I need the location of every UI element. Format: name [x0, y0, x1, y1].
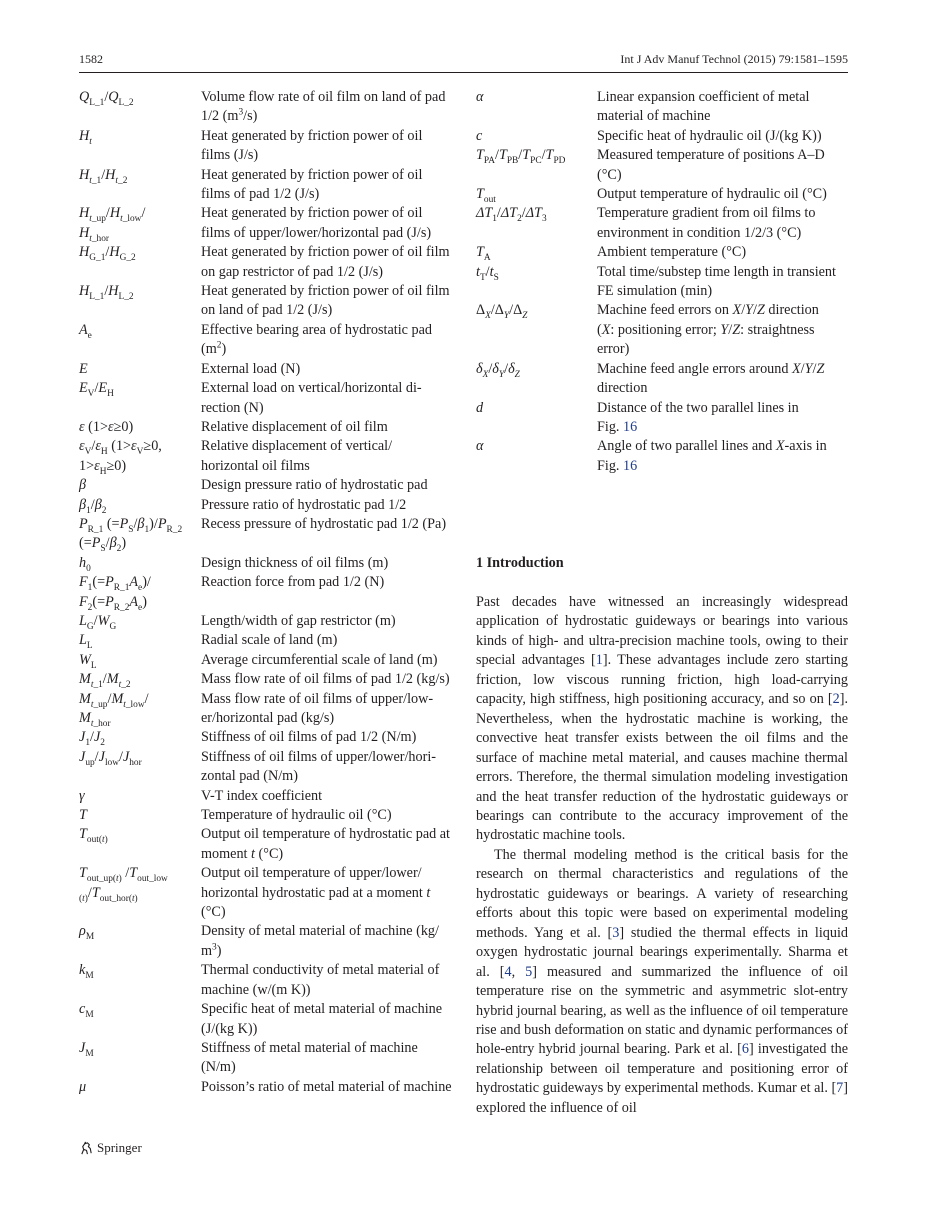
nomenclature-row [79, 437, 452, 476]
nomenclature-description: Recess pressure of hydrostatic pad 1/2 (Pa) [201, 515, 447, 532]
nomenclature-description: Mass flow rate of oil films of upper/low- er/horizontal pad (kg/s) [201, 690, 434, 726]
journal-reference: Int J Adv Manuf Technol (2015) 79:1581–1595 [620, 52, 848, 66]
nomenclature-row [79, 631, 452, 650]
nomenclature-description: Heat generated by friction power of oil films (J/s) [201, 127, 423, 164]
nomenclature-row [79, 728, 452, 747]
nomenclature-row [79, 88, 452, 127]
nomenclature-symbol: α [476, 89, 484, 105]
nomenclature-symbol: ε (1>ε≥0) [79, 418, 134, 435]
nomenclature-row [79, 554, 452, 573]
nomenclature-row [79, 690, 452, 729]
nomenclature-row [79, 379, 452, 418]
nomenclature-symbol: μ [79, 1078, 87, 1095]
nomenclature-row [79, 515, 452, 554]
nomenclature-row [79, 496, 452, 515]
nomenclature-symbol: $\varepsilon_V/\varepsilon_H$ ($1>\varepsilon_V\ge 0$, $1>\varepsilon_H\ge 0$) [79, 438, 162, 477]
nomenclature-description: Specific heat of hydraulic oil (J/(kg K)) [597, 127, 822, 144]
nomenclature-row [79, 166, 452, 205]
nomenclature-symbol: $H_{t\_up}/H_{t\_low}/$ $H_{t\_hor}$ [79, 205, 146, 244]
nomenclature-description: Output temperature of hydraulic oil (°C) [597, 186, 827, 203]
nomenclature-symbol: $H_{L\_1}/H_{L\_2}$ [79, 283, 134, 302]
nomenclature-description: Volume flow rate of oil film on land of pad 1/2 $(m^3/s)$ [201, 89, 446, 125]
nomenclature-row [476, 243, 848, 262]
nomenclature-description: V-T index coefficient [201, 787, 323, 804]
introduction-paragraph: Past decades have witnessed an increasingly widespread application of hydrostatic guideways or bearings into various kinds of high- and ultra-precision machine tools, owing to their special advantages [1]. These advantages include zero starting friction, low viscous running friction, high load-carrying capacity, high stiffness, high positioning accuracy, and so on [2]. Nevertheless, when the hydrostatic machine is working, the convective heat transfer exists between the oil films and the surface of machine metal material, and causes machine thermal errors. Therefore, the thermal simulation modeling investigation and the heat transfer reduction of the hydrostatic guideways or bearings can contribute to the accuracy improvement of the hydrostatic machine tools. [476, 594, 848, 844]
nomenclature-description: Average circumferential scale of land (m) [201, 651, 438, 668]
nomenclature-row [79, 806, 452, 825]
nomenclature-symbol: $P_{R\_1}$ $(=P_S/\beta_1)/P_{R\_2}$ $(=P_S/\beta_2)$ [79, 515, 183, 555]
nomenclature-symbol: $J_M$ [79, 1039, 94, 1059]
nomenclature-symbol: $F_1(=P_{R\_1}A_e)/$ $F_2(=P_{R\_2}A_e)$ [79, 574, 151, 613]
nomenclature-row [79, 204, 452, 243]
citation-link[interactable]: 2 [832, 691, 840, 708]
nomenclature-description: Stiffness of oil films of pad 1/2 (N/m) [201, 729, 417, 746]
nomenclature-symbol: $H_{G\_1}/H_{G\_2}$ [79, 244, 136, 264]
nomenclature-row [476, 185, 848, 204]
citation-link[interactable]: 4 [504, 963, 512, 980]
nomenclature-row [476, 263, 848, 302]
nomenclature-symbol: $E_V/E_H$ [79, 380, 114, 399]
nomenclature-description: Heat generated by friction power of oil films of upper/lower/horizontal pad (J/s) [201, 205, 432, 241]
nomenclature-symbol: α [476, 438, 484, 455]
nomenclature-row [79, 573, 452, 612]
nomenclature-description: Stiffness of oil films of upper/lower/hori- zontal pad (N/m) [201, 748, 436, 785]
nomenclature-row [79, 748, 452, 787]
nomenclature-symbol: $c_M$ [79, 1001, 94, 1020]
nomenclature-description: Measured temperature of positions A–D (°C) [597, 147, 825, 183]
nomenclature-symbol: $J_{up}/J_{low}/J_{hor}$ [79, 748, 142, 768]
nomenclature-description: Temperature of hydraulic oil (°C) [201, 807, 392, 824]
nomenclature-description: Machine feed angle errors around X/Y/Z direction [597, 360, 825, 397]
nomenclature-symbol: d [476, 399, 484, 416]
nomenclature-row [79, 922, 452, 961]
nomenclature-description: Relative displacement of vertical/ horizontal oil films [201, 438, 393, 474]
nomenclature-symbol: $\beta_1/\beta_2$ [79, 496, 107, 516]
nomenclature-description: Design thickness of oil films (m) [201, 554, 389, 571]
nomenclature-symbol: $H_t$ [79, 127, 92, 147]
introduction-body [476, 593, 848, 1118]
nomenclature-description: Poisson’s ratio of metal material of machine [201, 1078, 452, 1095]
nomenclature-description: Reaction force from pad 1/2 (N) [201, 574, 385, 591]
nomenclature-row [476, 88, 848, 127]
nomenclature-symbol: $h_0$ [79, 554, 91, 574]
nomenclature-symbol: $T_{PA}/T_{PB}/T_{PC}/T_{PD}$ [476, 147, 566, 167]
nomenclature-row [79, 243, 452, 282]
nomenclature-symbol: $\rho_M$ [79, 923, 95, 943]
nomenclature-symbol: T [79, 807, 87, 824]
nomenclature-description: Temperature gradient from oil films to environment in condition 1/2/3 (°C) [597, 205, 816, 241]
nomenclature-row [79, 360, 452, 379]
nomenclature-row [476, 146, 848, 185]
citation-link[interactable]: 3 [612, 924, 620, 941]
nomenclature-symbol: $T_A$ [476, 244, 491, 264]
nomenclature-description: Pressure ratio of hydrostatic pad 1/2 [201, 496, 407, 513]
nomenclature-row [79, 787, 452, 806]
nomenclature-left-column [79, 88, 452, 1097]
nomenclature-symbol: $W_L$ [79, 651, 97, 671]
citation-link[interactable]: 1 [595, 652, 603, 669]
nomenclature-symbol: $\Delta_X/\Delta_Y/\Delta_Z$ [476, 302, 528, 322]
nomenclature-description: Thermal conductivity of metal material of machine (w/(m K)) [201, 962, 440, 998]
nomenclature-description: Angle of two parallel lines and X-axis in Fig. 16 [597, 438, 827, 474]
nomenclature-row [79, 1039, 452, 1078]
nomenclature-symbol: E [79, 360, 88, 377]
nomenclature-symbol: $T_{out}$ [476, 186, 496, 205]
nomenclature-symbol: $M_{t\_up}/M_{t\_low}/$ $M_{t\_hor}$ [79, 690, 149, 729]
nomenclature-row [476, 437, 848, 476]
nomenclature-symbol: $J_1/J_2$ [79, 729, 105, 749]
nomenclature-row [79, 864, 452, 922]
nomenclature-description: Heat generated by friction power of oil films of pad 1/2 (J/s) [201, 166, 423, 203]
nomenclature-row [79, 825, 452, 864]
nomenclature-description: Ambient temperature (°C) [597, 244, 747, 261]
nomenclature-description: Radial scale of land (m) [201, 632, 338, 649]
nomenclature-description: External load (N) [201, 360, 301, 377]
citation-link[interactable]: 5 [525, 963, 533, 980]
nomenclature-symbol: $\delta_X/\delta_Y/\delta_Z$ [476, 360, 520, 380]
nomenclature-symbol: γ [79, 787, 85, 804]
nomenclature-symbol: β [79, 477, 87, 494]
nomenclature-symbol: $M_{t\_1}/M_{t\_2}$ [79, 671, 131, 691]
nomenclature-row [476, 301, 848, 359]
nomenclature-symbol: $Q_{L\_1}/Q_{L\_2}$ [79, 89, 134, 108]
publisher-name: Springer [97, 1140, 142, 1155]
nomenclature-symbol: $L_L$ [79, 632, 93, 652]
figure-reference-link[interactable]: 16 [623, 457, 638, 474]
nomenclature-symbol: $\Delta T_1/\Delta T_2/\Delta T_3$ [476, 205, 547, 225]
nomenclature-row [79, 127, 452, 166]
nomenclature-row [79, 476, 452, 495]
nomenclature-row [79, 418, 452, 437]
nomenclature-row [79, 1000, 452, 1039]
nomenclature-description: Mass flow rate of oil films of pad 1/2 (kg/s) [201, 671, 450, 688]
nomenclature-description: Output oil temperature of hydrostatic pad at moment t (°C) [201, 826, 450, 862]
nomenclature-row [79, 1078, 452, 1097]
nomenclature-symbol: $t_T/t_S$ [476, 263, 499, 283]
nomenclature-description: Stiffness of metal material of machine (N/m) [201, 1039, 418, 1076]
nomenclature-description: Effective bearing area of hydrostatic pad $(m^2)$ [201, 321, 432, 358]
nomenclature-description: Machine feed errors on X/Y/Z direction (X: positioning error; Y/Z: straightness error) [597, 302, 819, 358]
nomenclature-symbol: $L_G/W_G$ [79, 612, 117, 632]
citation-link[interactable]: 6 [741, 1041, 749, 1058]
nomenclature-row [476, 360, 848, 399]
nomenclature-row [476, 127, 848, 146]
nomenclature-description: External load on vertical/horizontal di- rection (N) [201, 380, 422, 416]
springer-horse-icon [79, 1141, 94, 1156]
nomenclature-description: Linear expansion coefficient of metal material of machine [597, 89, 810, 125]
nomenclature-row [79, 282, 452, 321]
nomenclature-row [79, 961, 452, 1000]
nomenclature-symbol: $H_{t\_1}/H_{t\_2}$ [79, 166, 128, 186]
nomenclature-symbol: c [476, 127, 483, 144]
introduction-paragraph: The thermal modeling method is the critical basis for the research on thermal characteristics and regulations of the hydrostatic guideways or bearings. A variety of researching efforts about this topic were based on experimental modeling methods. Yang et al. [3] studied the thermal effects in liquid oxygen hydrostatic journal bearings experimentally. Sharma et al. [4, 5] measured and summarized the influence of oil temperature rise on the symmetric and asymmetric slot-entry hybrid journal bearing, as well as the influence of oil temperature rise and bush deformation on static and dynamic performances of hole-entry hybrid journal bearing. Park et al. [6] investigated the relationship between oil temperature and positioning error of hydrostatic guideways by experimental methods. Kumar et al. [7] explored the influence of oil [476, 846, 849, 1116]
page-header [79, 50, 848, 73]
nomenclature-row [79, 612, 452, 631]
figure-reference-link[interactable]: 16 [623, 418, 638, 435]
nomenclature-row [79, 670, 452, 689]
nomenclature-symbol: $k_M$ [79, 962, 94, 982]
nomenclature-row [79, 321, 452, 360]
nomenclature-description: Length/width of gap restrictor (m) [201, 612, 396, 629]
nomenclature-row [79, 651, 452, 670]
nomenclature-description: Total time/substep time length in transient FE simulation (min) [597, 263, 836, 300]
nomenclature-symbol: $A_e$ [79, 321, 92, 341]
nomenclature-description: Design pressure ratio of hydrostatic pad [201, 477, 428, 494]
section-heading-introduction: 1 Introduction [476, 555, 564, 571]
nomenclature-description: Density of metal material of machine (kg/ $m^3$) [201, 923, 439, 959]
nomenclature-symbol: $T_{out\_up(t)}$ $/T_{out\_low}$ $_{(t)}/T_{out\_hor(t)}$ [79, 865, 168, 904]
nomenclature-row [476, 399, 848, 438]
nomenclature-description: Distance of the two parallel lines in Fig. 16 [597, 399, 799, 435]
page-footer [79, 1140, 142, 1156]
citation-link[interactable]: 7 [836, 1080, 844, 1097]
nomenclature-description: Heat generated by friction power of oil film on land of pad 1/2 (J/s) [201, 283, 450, 319]
nomenclature-description: Output oil temperature of upper/lower/ horizontal hydrostatic pad at a moment t (°C) [201, 865, 431, 921]
nomenclature-description: Relative displacement of oil film [201, 418, 388, 435]
nomenclature-description: Heat generated by friction power of oil film on gap restrictor of pad 1/2 (J/s) [201, 244, 450, 280]
page-number: 1582 [79, 52, 103, 66]
nomenclature-row [476, 204, 848, 243]
nomenclature-description: Specific heat of metal material of machine (J/(kg K)) [201, 1001, 443, 1037]
nomenclature-right-column [476, 88, 848, 476]
nomenclature-symbol: $T_{out(t)}$ [79, 826, 108, 846]
